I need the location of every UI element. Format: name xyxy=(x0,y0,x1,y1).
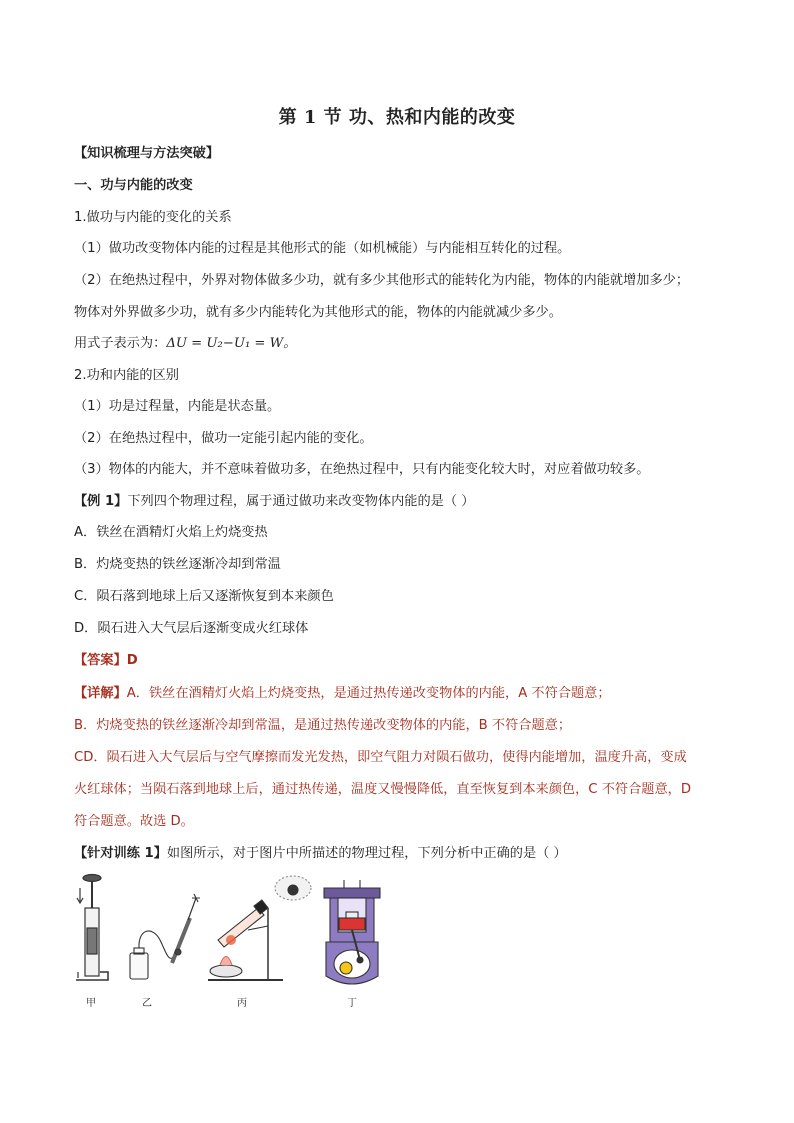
detail-line-1 xyxy=(74,685,724,703)
caption-jia: 甲 xyxy=(86,998,96,1009)
detail-line-3b: 火红球体；当陨石落到地球上后，通过热传递，温度又慢慢降低，直至恢复到本来颜色，C 不符合题意，D xyxy=(74,782,691,797)
page-title: 第 1 节 功、热和内能的改变 xyxy=(278,107,516,128)
fire-piston-figure xyxy=(76,875,108,981)
example-1-tag: 【例 1】 xyxy=(74,494,128,509)
formula-line xyxy=(74,335,724,353)
p2-item-3: （3）物体的内能大，并不意味着做功多，在绝热过程中，只有内能变化较大时，对应着做功较多。 xyxy=(74,462,650,477)
caption-ding: 丁 xyxy=(347,998,357,1009)
formula: ΔU = U₂−U₁ = W。 xyxy=(166,336,297,351)
caption-bing: 丙 xyxy=(237,998,247,1009)
detail-line-3a: CD．陨石进入大气层后与空气摩擦而发光发热，即空气阻力对陨石做功，使得内能增加，温度升高，变成 xyxy=(74,750,687,765)
answer-value: D xyxy=(126,653,138,668)
option-d: D．陨石进入大气层后逐渐变成火红球体 xyxy=(74,621,309,636)
training-1-text: 如图所示，对于图片中所描述的物理过程，下列分析中正确的是（ ） xyxy=(166,846,567,861)
part1-heading: 一、功与内能的改变 xyxy=(74,178,193,193)
caption-yi: 乙 xyxy=(142,998,152,1009)
p1-heading: 1.做功与内能的变化的关系 xyxy=(74,210,232,225)
training-1-question xyxy=(74,845,724,863)
p1-item-1: （1）做功改变物体内能的过程是其他形式的能（如机械能）与内能相互转化的过程。 xyxy=(74,241,571,256)
formula-label: 用式子表示为： xyxy=(74,336,167,351)
detail-tag: 【详解】 xyxy=(74,686,127,701)
bottle-pump-figure xyxy=(130,894,200,979)
section-header: 【知识梳理与方法突破】 xyxy=(74,146,220,161)
detail-line-2: B．灼烧变热的铁丝逐渐冷却到常温，是通过热传递改变物体的内能，B 不符合题意； xyxy=(74,718,572,733)
detail-line-3c: 符合题意。故选 D。 xyxy=(74,814,194,829)
p2-heading: 2.功和内能的区别 xyxy=(74,368,179,383)
answer-line xyxy=(74,652,724,670)
p2-item-1: （1）功是过程量，内能是状态量。 xyxy=(74,399,281,414)
example-1-text: 下列四个物理过程，属于通过做功来改变物体内能的是（ ） xyxy=(127,494,475,509)
option-b: B．灼烧变热的铁丝逐渐冷却到常温 xyxy=(74,557,281,572)
answer-tag: 【答案】 xyxy=(74,653,127,668)
test-tube-figure xyxy=(208,876,311,980)
example-1-question xyxy=(74,493,724,511)
p1-item-2b: 物体对外界做多少功，就有多少内能转化为其他形式的能，物体的内能就减少多少。 xyxy=(74,305,562,320)
p1-item-2a: （2）在绝热过程中，外界对物体做多少功，就有多少其他形式的能转化为内能，物体的内能就增加多少； xyxy=(74,273,690,288)
option-a: A．铁丝在酒精灯火焰上灼烧变热 xyxy=(74,525,268,540)
experiment-figures xyxy=(68,868,388,1018)
p2-item-2: （2）在绝热过程中，做功一定能引起内能的变化。 xyxy=(74,431,373,446)
training-1-tag: 【针对训练 1】 xyxy=(74,846,167,861)
engine-cylinder-figure xyxy=(324,880,380,984)
option-c: C．陨石落到地球上后又逐渐恢复到本来颜色 xyxy=(74,589,334,604)
detail-text-1: A．铁丝在酒精灯火焰上灼烧变热，是通过热传递改变物体的内能，A 不符合题意； xyxy=(126,686,611,701)
